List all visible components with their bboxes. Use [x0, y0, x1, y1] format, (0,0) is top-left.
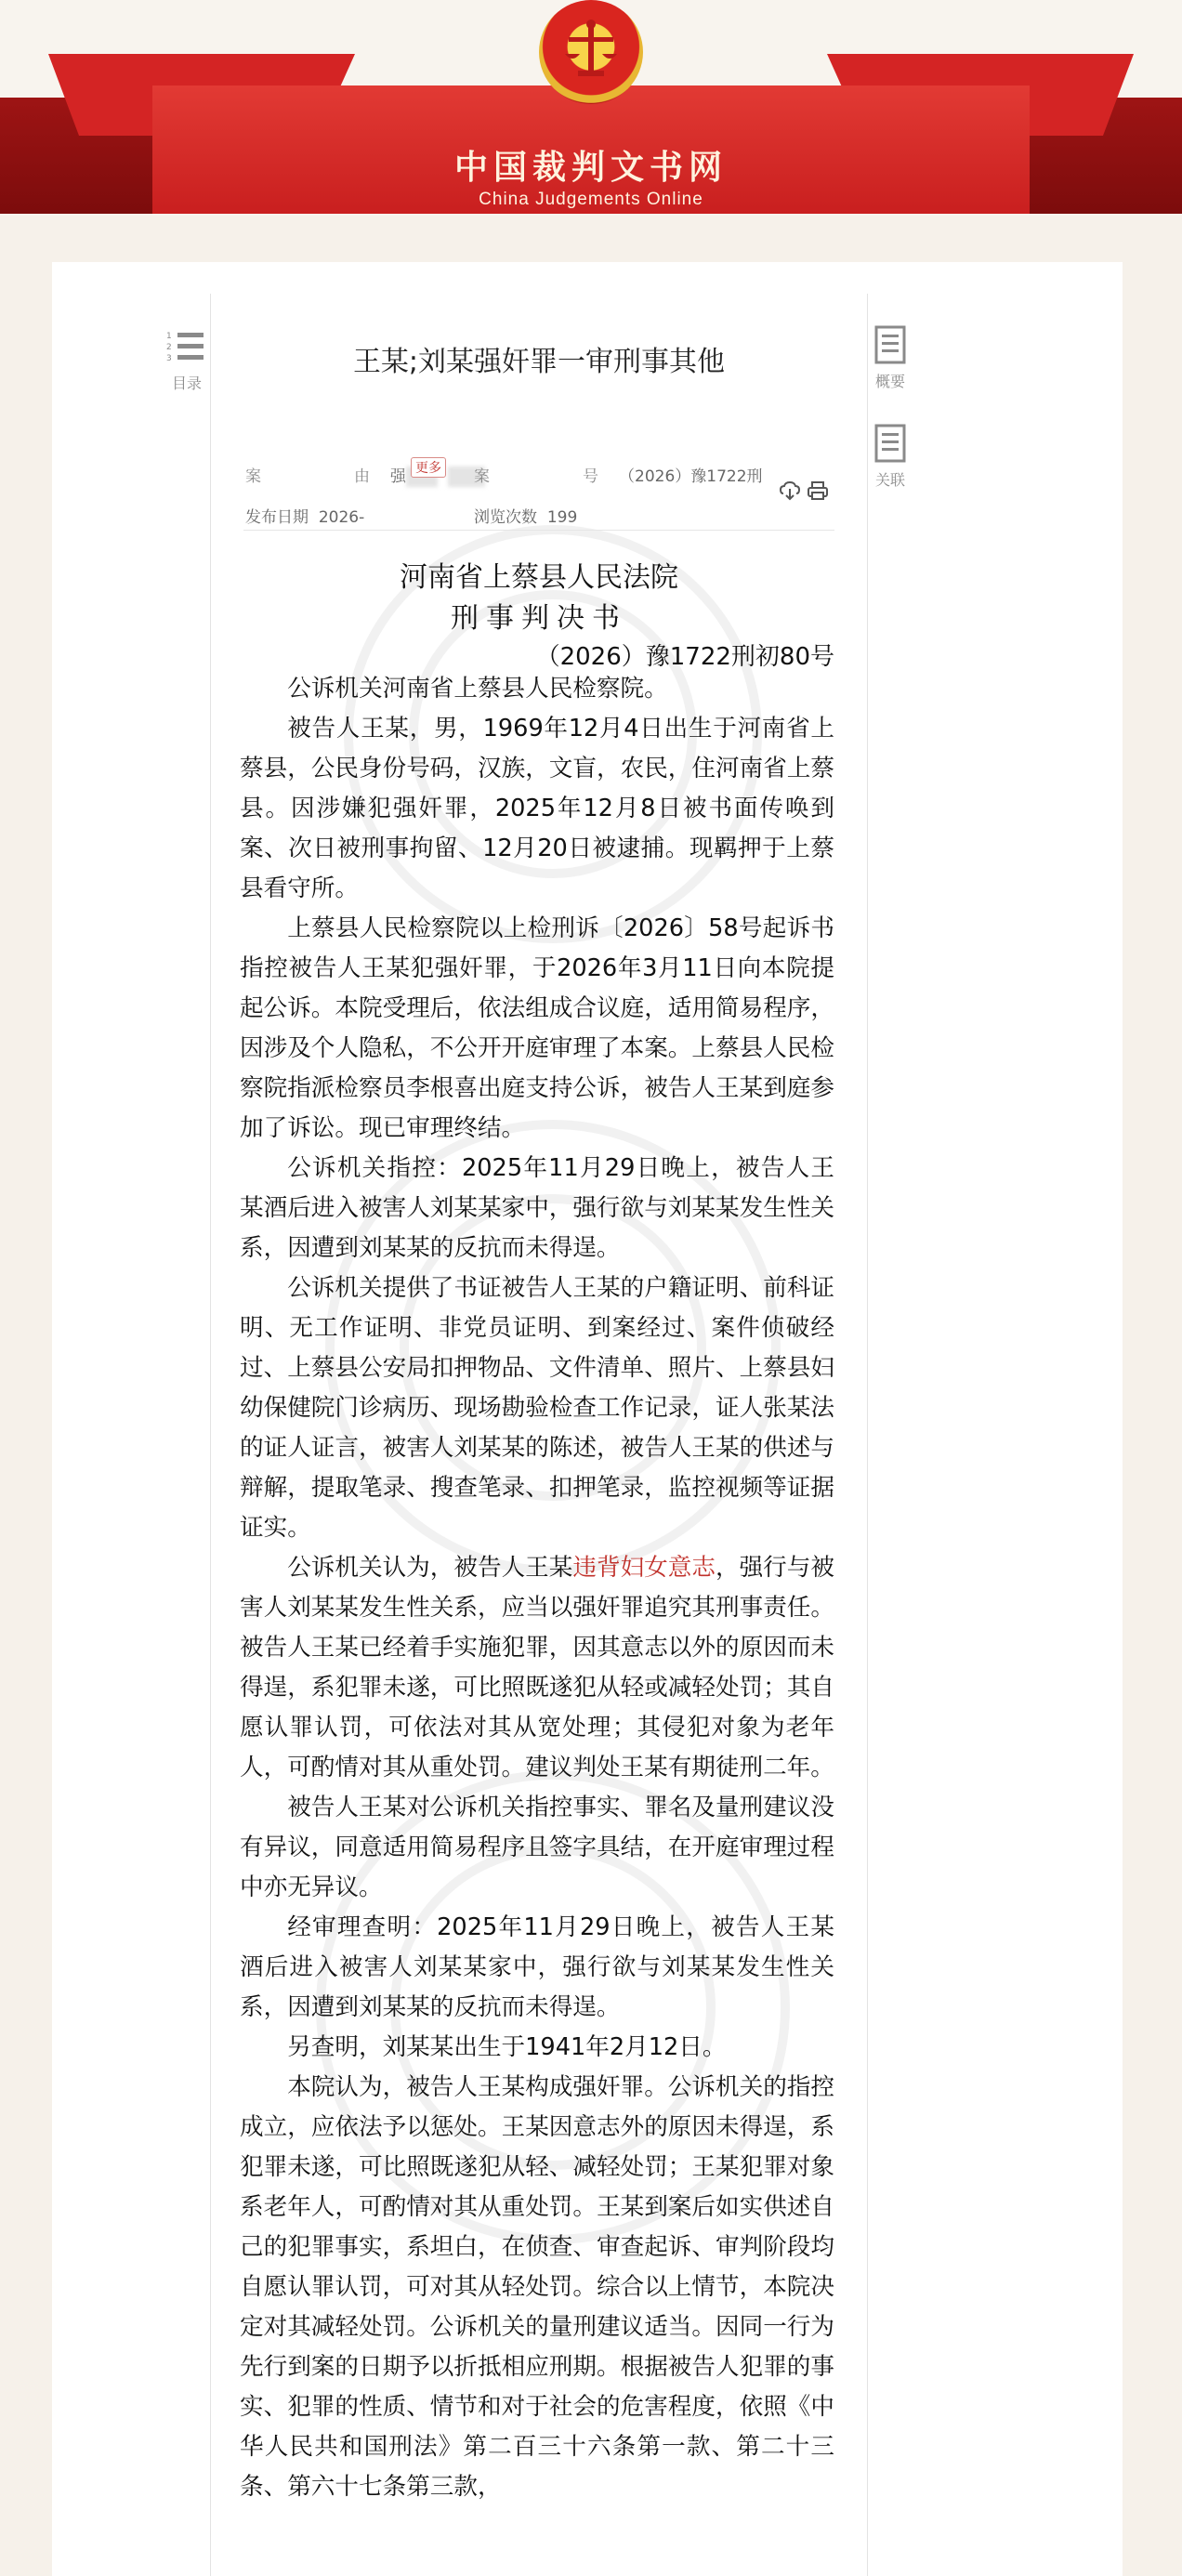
case-no-label: 案 号	[474, 467, 619, 486]
court-name: 河南省上蔡县人民法院	[400, 561, 678, 594]
paragraph: 公诉机关河南省上蔡县人民检察院。	[287, 675, 668, 703]
paragraph: 经审理查明：2025年11月29日晚上，被告人王某酒后进入被害人刘某某家中，强行欲与刘某某发生性关系，因遭到刘某某的反抗而未得逞。	[240, 1913, 834, 2021]
views-meta	[474, 504, 577, 527]
site-title[interactable]: 中国裁判文书网	[453, 149, 728, 187]
highlighted-phrase[interactable]: 违背妇女意志	[572, 1554, 716, 1582]
more-button[interactable]: 更多	[411, 457, 446, 478]
cause-label: 案 由	[245, 467, 390, 486]
case-no-value: （2026）豫1722刑	[619, 467, 763, 486]
summary-label: 概要	[874, 373, 905, 390]
paragraph: 另查明，刘某某出生于1941年2月12日。	[287, 2033, 727, 2061]
related-button[interactable]	[868, 424, 913, 490]
document-summary-icon	[874, 325, 906, 364]
publish-meta	[245, 504, 364, 527]
paragraph: 被告人王某，男，1969年12月4日出生于河南省上蔡县，公民身份号码，汉族，文盲，农民，住河南省上蔡县。因涉嫌犯强奸罪，2025年12月8日被书面传唤到案、次日被刑事拘留、12月20日被逮捕。现羁押于上蔡县看守所。	[240, 715, 834, 902]
court-emblem-logo[interactable]	[539, 0, 643, 104]
svg-text:3: 3	[166, 354, 172, 363]
paragraph: 公诉机关提供了书证被告人王某的户籍证明、前科证明、无工作证明、非党员证明、到案经过、案件侦破经过、上蔡县公安局扣押物品、文件清单、照片、上蔡县妇幼保健院门诊病历、现场勘验检查工作记录，证人张某法的证人证言，被害人刘某某的陈述，被告人王某的供述与辩解，提取笔录、搜查笔录、扣押笔录，监控视频等证据证实。	[240, 1274, 834, 1542]
case-number: （2026）豫1722刑初80号	[535, 643, 834, 671]
svg-text:2: 2	[166, 343, 172, 352]
meta-divider	[243, 530, 834, 531]
publish-value: 2026-	[318, 508, 365, 527]
list-icon	[164, 329, 209, 366]
document-title: 王某;刘某强奸罪一审刑事其他	[352, 346, 726, 378]
paragraph-text: 公诉机关认为，被告人王某	[287, 1554, 573, 1582]
document-type: 刑事判决书	[451, 602, 627, 635]
views-label: 浏览次数	[474, 508, 537, 527]
cause-meta	[245, 463, 485, 487]
paragraph: 公诉机关指控：2025年11月29日晚上，被告人王某酒后进入被害人刘某某家中，强行欲与刘某某发生性关系，因遭到刘某某的反抗而未得逞。	[240, 1154, 834, 1262]
paragraph: 本院认为，被告人王某构成强奸罪。公诉机关的指控成立，应依法予以惩处。王某因意志外的原因未得逞，系犯罪未遂，可比照既遂犯从轻、减轻处罚；王某犯罪对象系老年人，可酌情对其从重处罚。王某到案后如实供述自己的犯罪事实，系坦白，在侦查、审查起诉、审判阶段均自愿认罪认罚，可对其从轻处罚。综合以上情节，本院决定对其减轻处罚。公诉机关的量刑建议适当。因同一行为先行到案的日期予以折抵相应刑期。根据被告人犯罪的事实、犯罪的性质、情节和对于社会的危害程度，依照《中华人民共和国刑法》第二百三十六条第一款、第二十三条、第六十七条第三款，	[240, 2073, 834, 2501]
print-icon[interactable]	[807, 480, 829, 502]
scales-icon	[539, 0, 643, 104]
paragraph-text: ，强行与被害人刘某某发生性关系，应当以强奸罪追究其刑事责任。被告人王某已经着手实施犯罪，因其意志以外的原因而未得逞，系犯罪未遂，可比照既遂犯从轻或减轻处罚；其自愿认罪认罚，可依法对其从宽处理；其侵犯对象为老年人，可酌情对其从重处罚。建议判处王某有期徒刑二年。	[240, 1554, 834, 1781]
paragraph: 上蔡县人民检察院以上检刑诉〔2026〕58号起诉书指控被告人王某犯强奸罪，于2026年3月11日向本院提起公诉。本院受理后，依法组成合议庭，适用简易程序，因涉及个人隐私，不公开开庭审理了本案。上蔡县人民检察院指派检察员李根喜出庭支持公诉，被告人王某到庭参加了诉讼。现已审理终结。	[240, 914, 834, 1142]
site-subtitle: China Judgements Online	[479, 190, 703, 209]
case-no-meta	[474, 463, 763, 486]
svg-text:1: 1	[166, 332, 172, 341]
related-label: 关联	[874, 471, 905, 489]
judgment-body	[240, 669, 834, 2507]
publish-label: 发布日期	[245, 508, 309, 527]
toc-label: 目录	[171, 375, 202, 392]
paragraph: 被告人王某对公诉机关指控事实、罪名及量刑建议没有异议，同意适用简易程序且签字具结，在开庭审理过程中亦无异议。	[240, 1794, 834, 1901]
views-value: 199	[546, 508, 578, 527]
site-header	[0, 0, 1182, 216]
paragraph-with-highlight	[240, 1548, 834, 1788]
cause-value: 强	[390, 467, 406, 486]
toc-button[interactable]	[164, 329, 210, 393]
download-icon[interactable]	[779, 480, 801, 502]
summary-button[interactable]	[868, 325, 913, 391]
related-documents-icon	[874, 424, 906, 463]
